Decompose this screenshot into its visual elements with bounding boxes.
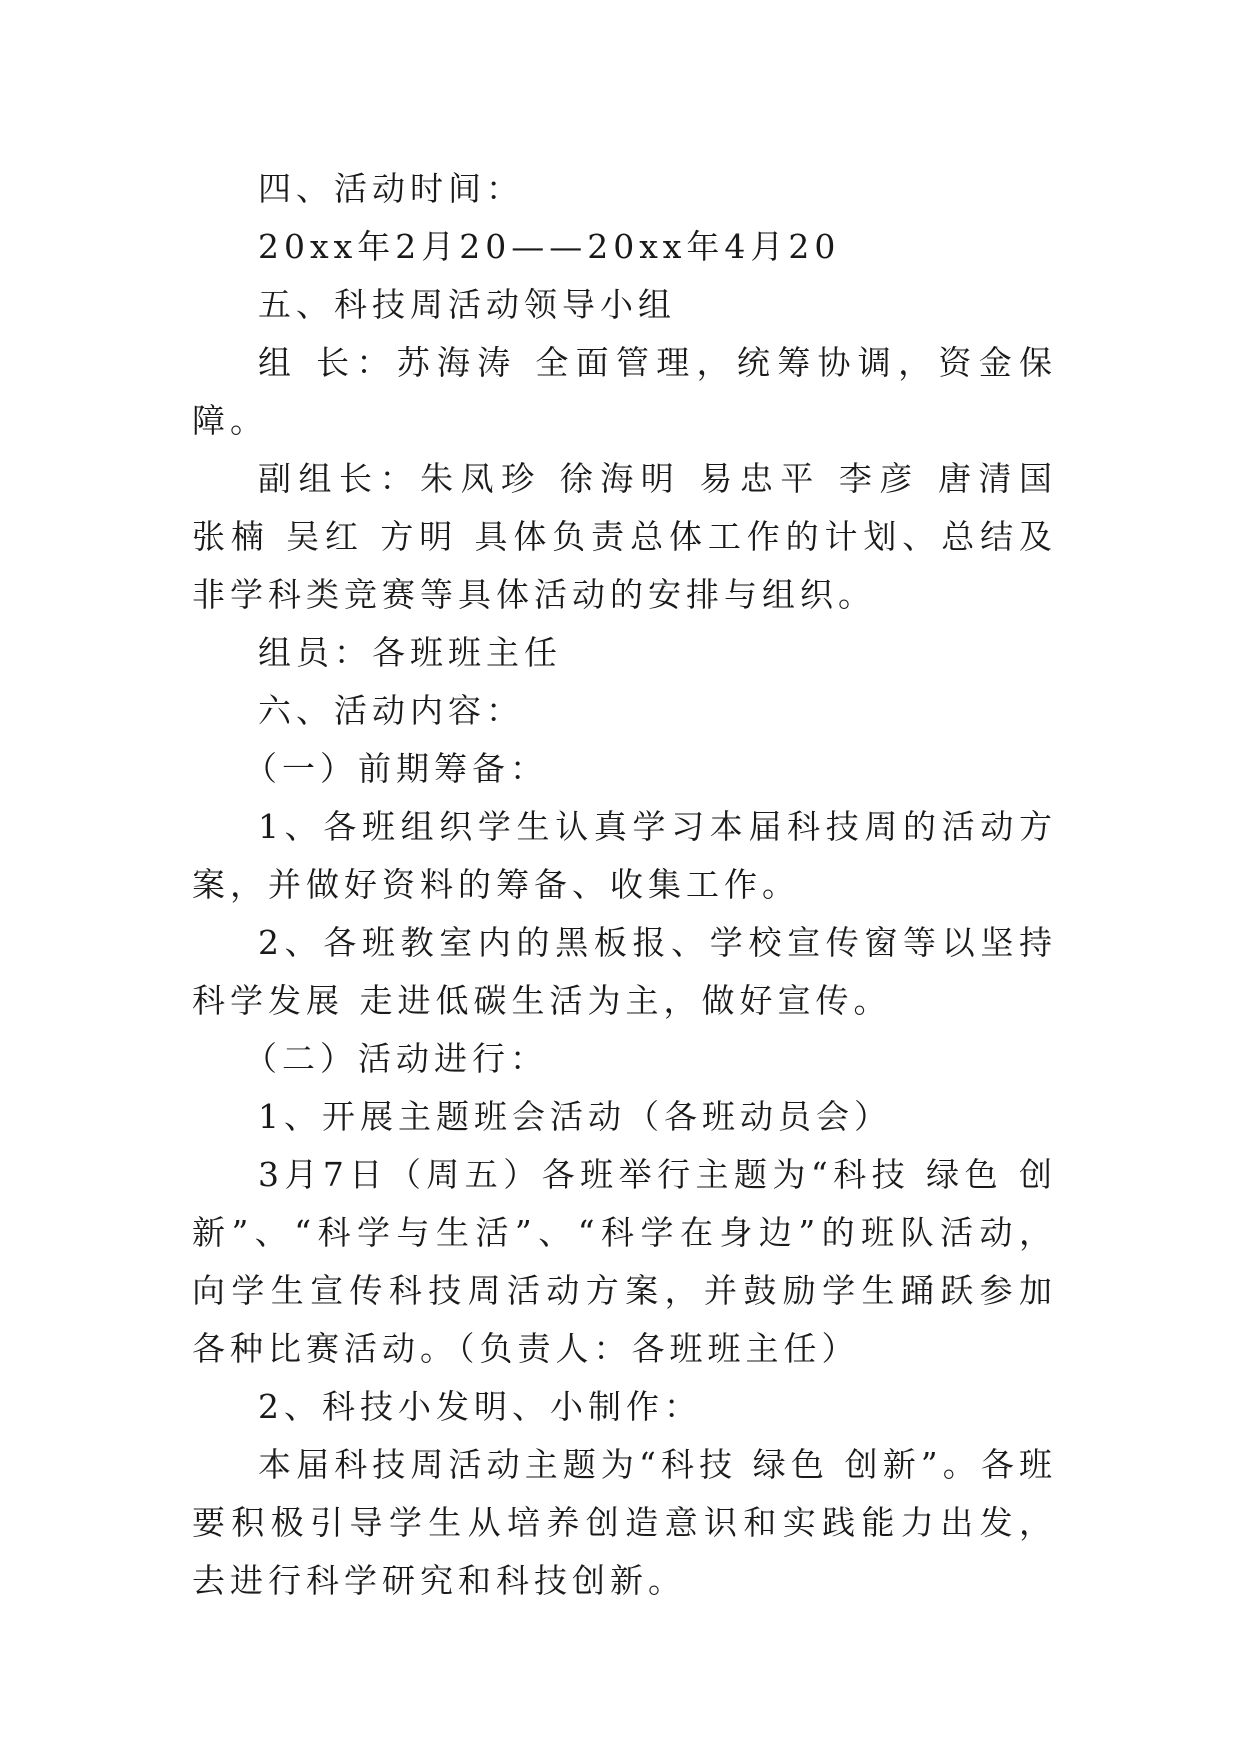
heading-leadership-group: 五、科技周活动领导小组 xyxy=(258,285,676,324)
invention-paragraph: 本届科技周活动主题为“科技 绿色 创新”。各班要积极引导学生从培养创造意识和实践能力出发，去进行科学研究和科技创新。 xyxy=(192,1445,1057,1600)
deputy-leaders-paragraph: 副组长：朱凤珍 徐海明 易忠平 李彦 唐清国 张楠 吴红 方明 具体负责总体工作的计划、总结及非学科类竞赛等具体活动的安排与组织。 xyxy=(192,459,1057,614)
subheading-activity-progress: （二）活动进行： xyxy=(244,1039,548,1078)
progress-item-2: 2、科技小发明、小制作： xyxy=(258,1387,702,1426)
progress-item-1: 1、开展主题班会活动（各班动员会） xyxy=(258,1097,892,1136)
preparation-item-2: 2、各班教室内的黑板报、学校宣传窗等以坚持科学发展 走进低碳生活为主，做好宣传。 xyxy=(192,923,1057,1020)
class-meeting-paragraph: 3月7日（周五）各班举行主题为“科技 绿色 创新”、“科学与生活”、“科学在身边”的班队活动，向学生宣传科技周活动方案，并鼓励学生踊跃参加各种比赛活动。（负责人：各班班主任） xyxy=(192,1155,1057,1368)
subheading-preparation: （一）前期筹备： xyxy=(244,749,548,788)
group-members-line: 组员：各班班主任 xyxy=(258,633,562,672)
document-body xyxy=(192,160,1057,1610)
heading-activity-time: 四、活动时间： xyxy=(258,169,524,208)
heading-activity-content: 六、活动内容： xyxy=(258,691,524,730)
group-leader-line: 组 长：苏海涛 全面管理，统筹协调，资金保障。 xyxy=(192,343,1057,440)
preparation-item-1: 1、各班组织学生认真学习本届科技周的活动方案，并做好资料的筹备、收集工作。 xyxy=(192,807,1057,904)
activity-date-range: 20xx年2月20——20xx年4月20 xyxy=(258,227,841,266)
